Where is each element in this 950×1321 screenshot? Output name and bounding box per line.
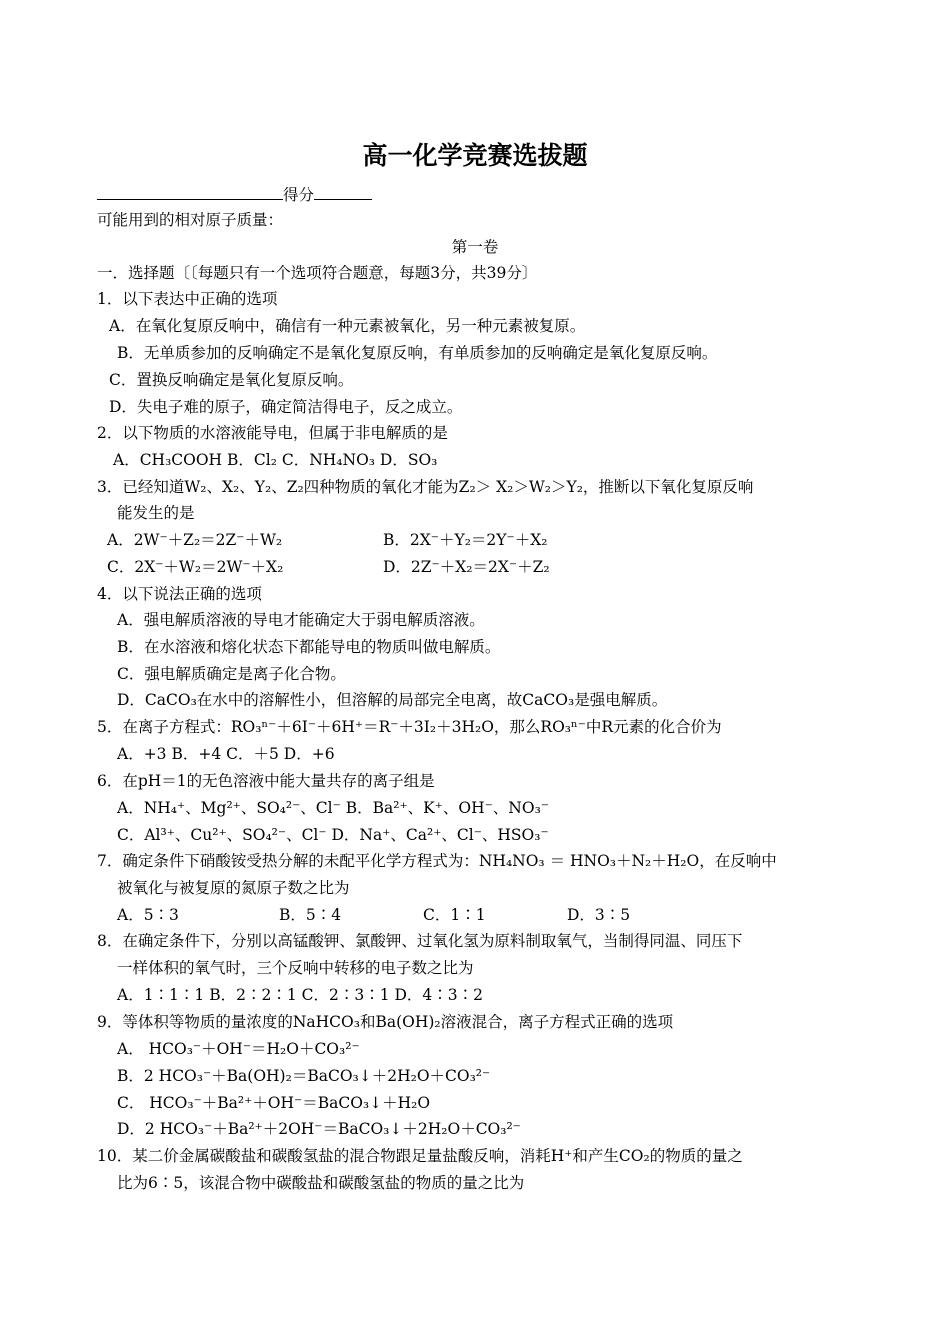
q3-option-b: B．2X⁻＋Y₂＝2Y⁻＋X₂ — [383, 531, 548, 549]
q6-options-ab: A．NH₄⁺、Mg²⁺、SO₄²⁻、Cl⁻ B．Ba²⁺、K⁺、OH⁻、NO₃⁻ — [117, 799, 549, 817]
q7-option-c: C．1∶1 — [423, 906, 486, 924]
q4-option-d: D．CaCO₃在水中的溶解性小，但溶解的局部完全电离，故CaCO₃是强电解质。 — [117, 691, 668, 709]
question-3: 3．已经知道W₂、X₂、Y₂、Z₂四种物质的氧化才能为Z₂＞ X₂＞W₂＞Y₂，推断以下氧化复原反响 — [97, 478, 754, 496]
section-heading: 一．选择题〔〔每题只有一个选项符合题意，每题3分，共39分〕 — [97, 264, 538, 282]
question-4: 4．以下说法正确的选项 — [97, 585, 262, 603]
q9-option-d: D．2 HCO₃⁻＋Ba²⁺＋2OH⁻＝BaCO₃↓＋2H₂O＋CO₃²⁻ — [117, 1120, 521, 1138]
question-9: 9．等体积等物质的量浓度的NaHCO₃和Ba(OH)₂溶液混合，离子方程式正确的选项 — [97, 1013, 674, 1031]
q1-option-a: A．在氧化复原反响中，确信有一种元素被氧化，另一种元素被复原。 — [109, 317, 586, 335]
question-2: 2．以下物质的水溶液能导电，但属于非电解质的是 — [97, 424, 448, 442]
q1-option-b: B．无单质参加的反响确定不是氧化复原反响，有单质参加的反响确定是氧化复原反响。 — [117, 344, 718, 362]
q3-option-d: D．2Z⁻＋X₂＝2X⁻＋Z₂ — [383, 558, 550, 576]
question-10-cont: 比为6∶5，该混合物中碳酸盐和碳酸氢盐的物质的量之比为 — [117, 1174, 525, 1192]
q5-options: A．+3 B．+4 C．＋5 D．+6 — [117, 745, 335, 763]
q8-options: A．1∶1∶1 B．2∶2∶1 C．2∶3∶1 D．4∶3∶2 — [117, 986, 483, 1004]
question-7: 7．确定条件下硝酸铵受热分解的未配平化学方程式为：NH₄NO₃ ＝ HNO₃＋N₂＋H₂O，在反响中 — [97, 852, 777, 870]
q2-options: A．CH₃COOH B．Cl₂ C．NH₄NO₃ D．SO₃ — [113, 451, 438, 469]
q7-option-a: A．5∶3 — [117, 906, 179, 924]
q9-option-b: B．2 HCO₃⁻＋Ba(OH)₂＝BaCO₃↓＋2H₂O＋CO₃²⁻ — [117, 1067, 491, 1085]
question-7-cont: 被氧化与被复原的氮原子数之比为 — [117, 879, 350, 897]
q9-option-a: A． HCO₃⁻＋OH⁻＝H₂O＋CO₃²⁻ — [117, 1040, 360, 1058]
question-5: 5．在离子方程式：RO₃ⁿ⁻＋6I⁻＋6H⁺＝R⁻＋3I₂＋3H₂O，那么RO₃ⁿ⁻中R元素的化合价为 — [97, 718, 722, 736]
q9-option-c: C． HCO₃⁻＋Ba²⁺＋OH⁻＝BaCO₃↓＋H₂O — [117, 1094, 431, 1112]
question-3-cont: 能发生的是 — [117, 504, 195, 522]
question-10: 10．某二价金属碳酸盐和碳酸氢盐的混合物跟足量盐酸反响，消耗H⁺和产生CO₂的物质的量之 — [97, 1147, 743, 1165]
q6-options-cd: C．Al³⁺、Cu²⁺、SO₄²⁻、Cl⁻ D．Na⁺、Ca²⁺、Cl⁻、HSO₃⁻ — [117, 826, 549, 844]
page-title: 高一化学竞赛选拔题 — [362, 141, 588, 170]
q4-option-a: A．强电解质溶液的导电才能确定大于弱电解质溶液。 — [117, 611, 485, 629]
volume-label: 第一卷 — [451, 238, 499, 256]
question-8: 8．在确定条件下，分别以高锰酸钾、氯酸钾、过氧化氢为原料制取氧气，当制得同温、同压下 — [97, 932, 743, 950]
q3-option-a: A．2W⁻＋Z₂＝2Z⁻＋W₂ — [107, 531, 283, 549]
score-blank — [314, 183, 372, 200]
q1-option-c: C．置换反响确定是氧化复原反响。 — [109, 371, 354, 389]
q7-option-b: B．5∶4 — [279, 906, 342, 924]
atomic-mass-label: 可能用到的相对原子质量： — [97, 211, 284, 229]
q4-option-b: B．在水溶液和熔化状态下都能导电的物质叫做电解质。 — [117, 638, 501, 656]
q4-option-c: C．强电解质确定是离子化合物。 — [117, 665, 346, 683]
question-8-cont: 一样体积的氧气时，三个反响中转移的电子数之比为 — [117, 959, 474, 977]
name-blank — [97, 183, 283, 200]
q3-option-c: C．2X⁻＋W₂＝2W⁻＋X₂ — [107, 558, 284, 576]
q1-option-d: D．失电子难的原子，确定简洁得电子，反之成立。 — [109, 398, 463, 416]
question-1: 1．以下表达中正确的选项 — [97, 290, 278, 308]
q7-option-d: D．3∶5 — [567, 906, 631, 924]
name-score-row — [97, 183, 372, 205]
question-6: 6．在pH＝1的无色溶液中能大量共存的离子组是 — [97, 772, 435, 790]
score-label: 得分 — [283, 186, 315, 204]
